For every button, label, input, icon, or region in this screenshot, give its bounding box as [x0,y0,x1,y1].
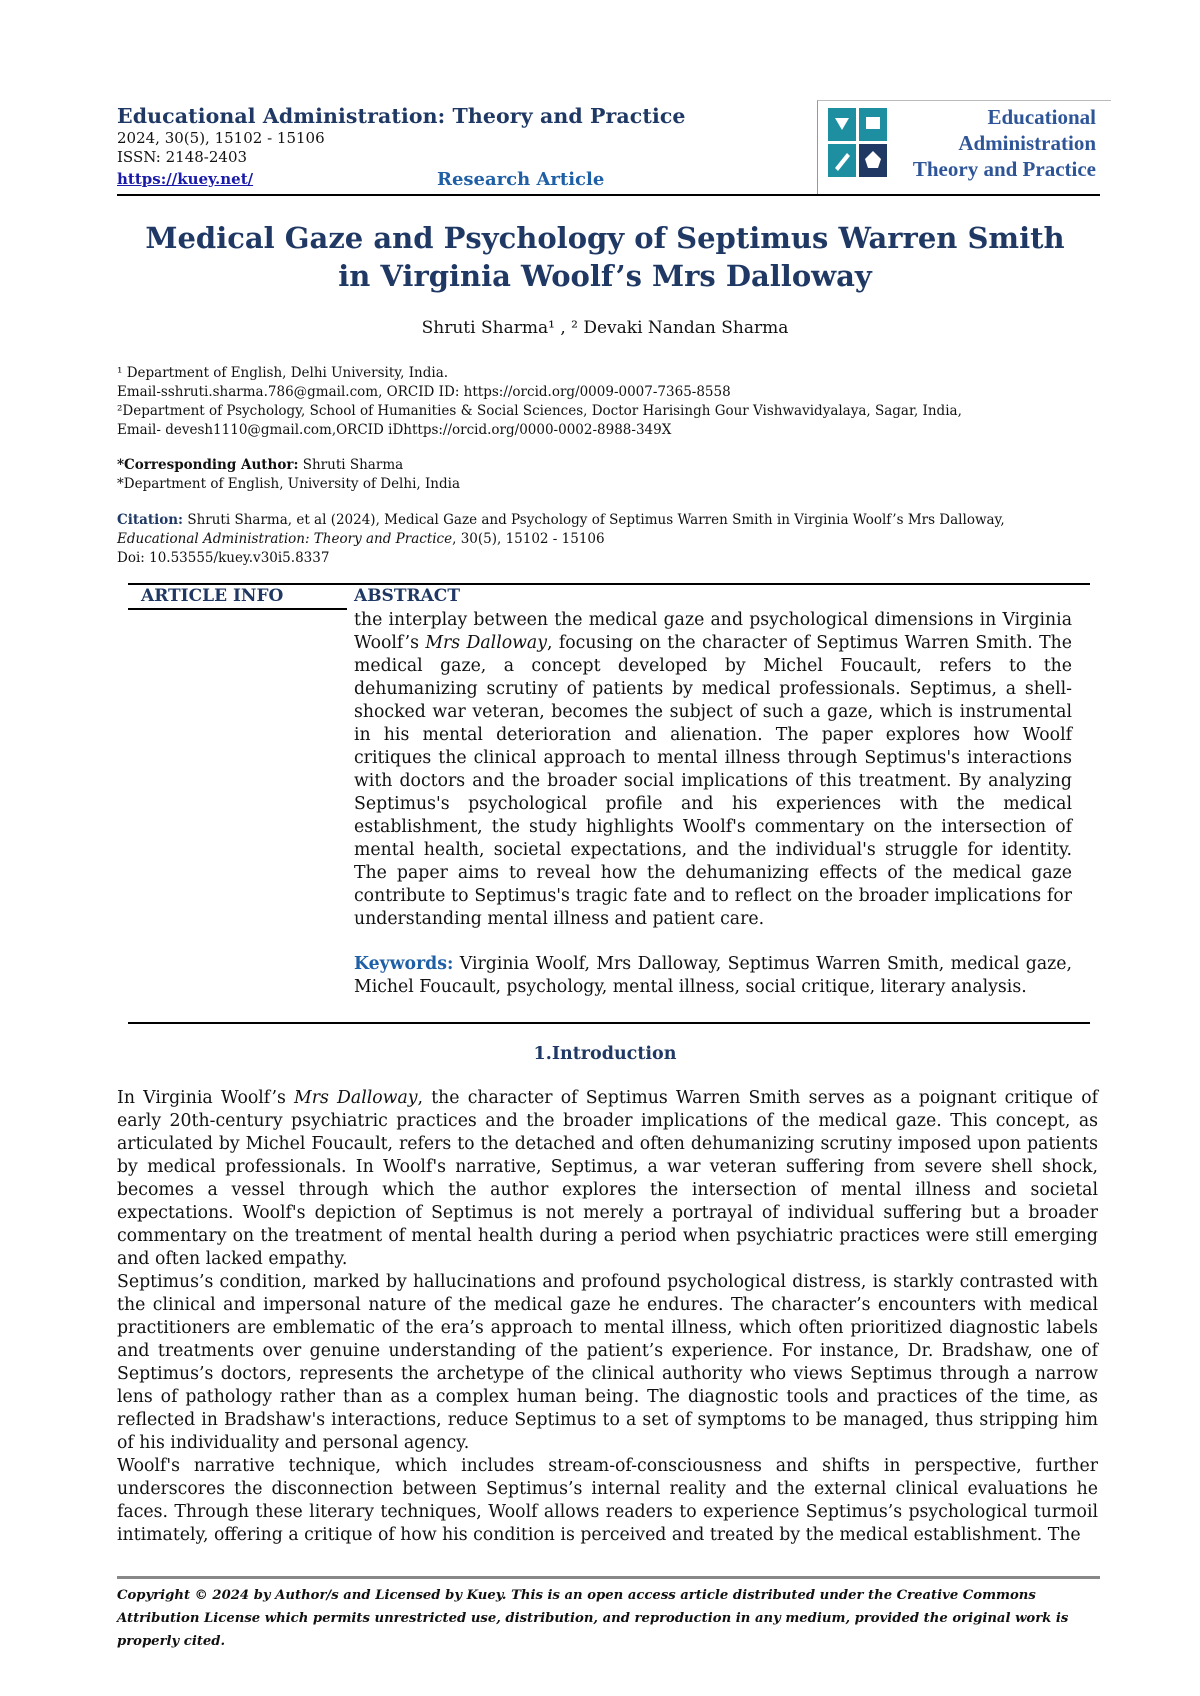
affiliation-2-email: Email- devesh1110@gmail.com,ORCID iDhttps://orcid.org/0000-0002-8988-349X [117,422,672,438]
table-bottom-rule [128,1022,1090,1024]
abstract-text: the interplay between the medical gaze and psychological dimensions in Virginia Woolf’s Mrs Dalloway, focusing on the character of Septimus Warren Smith. The medical gaze, a concept developed by Michel Foucault, refers to the dehumanizing scrutiny of patients by medical professionals. Septimus, a shell-shocked war veteran, becomes the subject of such a gaze, which is instrumental in his mental deterioration and alienation. The paper explores how Woolf critiques the clinical approach to mental illness through Septimus's interactions with doctors and the broader social implications of this treatment. By analyzing Septimus's psychological profile and his experiences with the medical establishment, the study highlights Woolf's commentary on the intersection of mental health, societal expectations, and the individual's struggle for identity. The paper aims to reveal how the dehumanizing effects of the medical gaze contribute to Septimus's tragic fate and to reflect on the broader implications for understanding mental illness and patient care. [354,610,1073,929]
introduction-body [117,1087,1098,1547]
citation-doi: Doi: 10.53555/kuey.v30i5.8337 [117,550,330,566]
corresponding-author: *Corresponding Author: Shruti Sharma [117,457,404,473]
table-top-rule [128,583,1090,585]
journal-volume: 2024, 30(5), 15102 - 15106 [117,129,325,147]
affiliation-2: ²Department of Psychology, School of Humanities & Social Sciences, Doctor Harisingh Gour Vishwavidyalaya, Sagar, India, [117,403,962,419]
table-mid-rule [128,608,347,610]
journal-issn: ISSN: 2148-2403 [117,148,248,166]
journal-logo-icon [828,108,888,178]
corresponding-department: *Department of English, University of Delhi, India [117,476,461,492]
keywords: Keywords: Virginia Woolf, Mrs Dalloway, Septimus Warren Smith, medical gaze, Michel Foucault, psychology, mental illness, social critique, literary analysis. [354,954,1072,997]
section-heading-introduction: 1.Introduction [533,1044,677,1064]
paper-title: Medical Gaze and Psychology of Septimus Warren Smith in Virginia Woolf’s Mrs Dalloway [145,221,1065,293]
citation-journal: Educational Administration: Theory and Practice, 30(5), 15102 - 15106 [117,531,605,547]
intro-paragraph-2: Septimus’s condition, marked by hallucinations and profound psychological distress, is starkly contrasted with the clinical and impersonal nature of the medical gaze he endures. The character’s encounters with medical practitioners are emblematic of the era’s approach to mental illness, which often prioritized diagnostic labels and treatments over genuine understanding of the patient’s experience. For instance, Dr. Bradshaw, one of Septimus’s doctors, represents the archetype of the clinical authority who views Septimus through a narrow lens of pathology rather than as a complex human being. The diagnostic tools and practices of the time, as reflected in Bradshaw's interactions, reduce Septimus to a set of symptoms to be managed, thus stripping him of his individuality and personal agency. [117,1272,1098,1453]
footer-divider [117,1576,1100,1579]
journal-name: Educational Administration: Theory and Practice [117,104,686,128]
abstract-heading: ABSTRACT [354,586,460,606]
affiliation-1: ¹ Department of English, Delhi University, India. [117,365,449,381]
journal-url-link[interactable]: https://kuey.net/ [117,170,254,188]
author-list: Shruti Sharma¹ , ² Devaki Nandan Sharma [421,318,789,338]
affiliation-1-email: Email-sshruti.sharma.786@gmail.com, ORCID ID: https://orcid.org/0009-0007-7365-8558 [117,384,731,400]
copyright-footer: Copyright © 2024 by Author/s and Licensed by Kuey. This is an open access article distributed under the Creative Commons Attribution License which permits unrestricted use, distribution, and reproduction in any medium, provided the original work is properly cited. [117,1588,1069,1649]
article-type-label: Research Article [437,169,605,190]
citation: Citation: Shruti Sharma, et al (2024), Medical Gaze and Psychology of Septimus Warren Smith in Virginia Woolf’s Mrs Dalloway, [117,512,1005,528]
intro-paragraph-1: In Virginia Woolf’s Mrs Dalloway, the character of Septimus Warren Smith serves as a poignant critique of early 20th-century psychiatric practices and the broader implications of the medical gaze. This concept, as articulated by Michel Foucault, refers to the detached and often dehumanizing scrutiny imposed upon patients by medical professionals. In Woolf's narrative, Septimus, a war veteran suffering from severe shell shock, becomes a vessel through which the author explores the intersection of mental illness and societal expectations. Woolf's depiction of Septimus is not merely a portrayal of individual suffering but a broader commentary on the treatment of mental health during a period when psychiatric practices were still emerging and often lacked empathy. [117,1088,1098,1269]
header-divider [117,194,1100,196]
journal-logo-text: Educational Administration Theory and Practice [912,105,1096,181]
intro-paragraph-3: Woolf's narrative technique, which includes stream-of-consciousness and shifts in perspective, further underscores the disconnection between Septimus’s internal reality and the external clinical evaluations he faces. Through these literary techniques, Woolf allows readers to experience Septimus’s psychological turmoil intimately, offering a critique of how his condition is perceived and treated by the medical establishment. The [117,1456,1098,1545]
article-info-heading: ARTICLE INFO [141,586,284,606]
